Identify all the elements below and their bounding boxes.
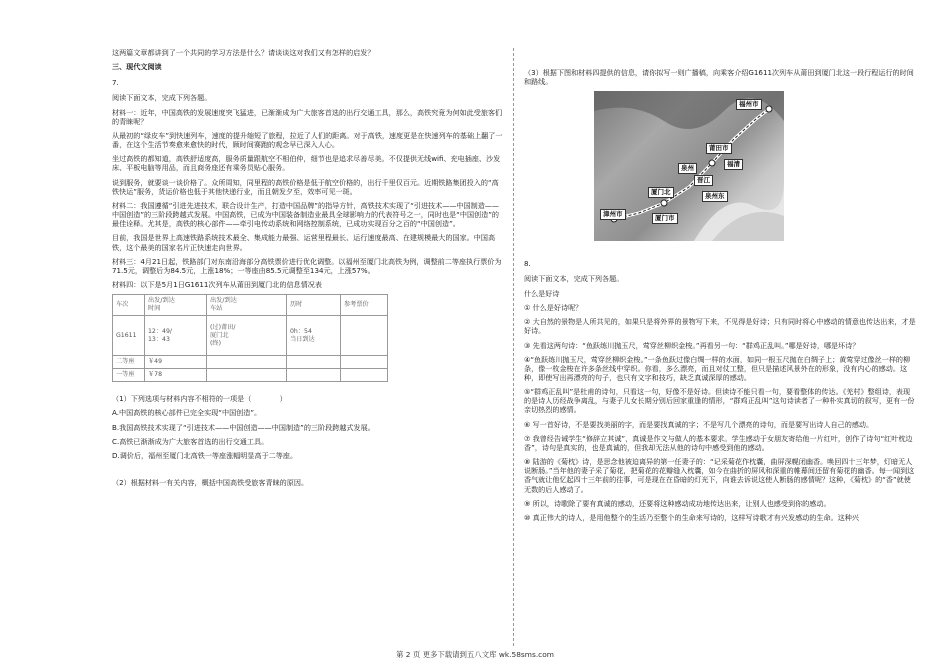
seat-class-cell: 二等座 bbox=[113, 356, 145, 369]
material-paragraph: 材料三：4月21日起，铁路部门对东南沿海部分高铁票价进行优化调整。以福州至厦门北高铁为例，调整前二等座执行票价为71.5元，调整后为84.5元，上涨18%；一等座由85.5元调整至134元，上涨57%。 bbox=[112, 256, 502, 275]
empty-cell bbox=[287, 356, 341, 369]
material-paragraph: 从最初的“绿皮车”到快速列车，速度的提升缩短了旅程，拉近了人们的距离。对于高铁，速度更是在快速列车的基础上翻了一番，在这个生活节奏愈来愈快的时代，顾时间赛跑的观念早已深入人心。 bbox=[112, 131, 503, 150]
option-a: A.中国高铁的核心部件已完全实现“中国创造”。 bbox=[112, 408, 262, 418]
option-d: D.调价后，福州至厦门北高铁一等座涨幅明显高于二等座。 bbox=[112, 451, 298, 461]
option-b: B.我国高铁技术实现了“引进技术——中国创造——中国制造”的三阶段跨越式发展。 bbox=[112, 422, 375, 432]
article-paragraph: ⑧ 陆游的《菊枕》诗，是思念他被迫离异的第一任妻子的：“记采菊花作枕囊，曲屏深幌闭幽香。唤回四十三年梦，灯暗无人说断肠。”当年他的妻子采了菊花，把菊花的花瓣缝入枕囊，如今在曲折的屏风和深重的帷幕间还留有菊花的幽香。每一闻到这香气就让他忆起四十三年前的往事，可是现在在昏暗的灯光下，向谁去诉说这使人断肠的感情呢？这种，《菊枕》的“香”就使无数的后人感动了。 bbox=[524, 457, 915, 494]
question-7-instruction: 阅读下面文本，完成下列各题。 bbox=[112, 93, 212, 103]
map-label-xiamen: 厦门市 bbox=[652, 213, 678, 223]
map-label-putian: 莆田市 bbox=[706, 143, 732, 153]
article-title: 什么是好诗 bbox=[524, 288, 560, 298]
empty-cell bbox=[341, 369, 388, 382]
article-paragraph: ⑦ 我曾经告诫学生“修辞立其诚”，真诚是作文与做人的基本要求。学生感动于女朋友寄给他一片红叶，创作了诗句“红叶枕边香”，诗句是真实的，也是真诚的，但我却无法从他的诗句中感受到他的感动。 bbox=[524, 433, 913, 453]
material-paragraph: 目前，我国是世界上高速铁路系统技术最全、集成能力最强、运营里程最长、运行速度最高、在建规模最大的国家。中国高铁，这个最美的国家名片正快速走向世界。 bbox=[112, 233, 496, 252]
table-header: 参考票价 bbox=[341, 295, 388, 316]
map-label-quanzhou: 泉州 bbox=[678, 163, 697, 173]
material-paragraph: 材料四：以下是5月1日G1611次列车从莆田到厦门北的信息情况表 bbox=[112, 280, 322, 290]
table-header: 历时 bbox=[287, 295, 341, 316]
map-label-fuqing: 福清 bbox=[724, 159, 743, 169]
time-cell: 12：49/ 13：43 bbox=[145, 316, 207, 356]
option-c: C.高铁已渐渐成为广大旅客首选的出行交通工具。 bbox=[112, 436, 269, 446]
empty-cell bbox=[207, 356, 287, 369]
table-header: 车次 bbox=[113, 295, 145, 316]
station-cell: (过)莆田/ 厦门北 (终) bbox=[207, 316, 287, 356]
table-row bbox=[113, 356, 388, 369]
train-info-table bbox=[112, 294, 388, 382]
question-8-number: 8. bbox=[524, 259, 531, 269]
empty-cell bbox=[341, 356, 388, 369]
table-row bbox=[113, 369, 388, 382]
railway-map-image bbox=[594, 91, 784, 241]
map-label-jinjiang: 晋江 bbox=[694, 175, 713, 185]
article-paragraph: ⑩ 真正伟大的诗人，是用他整个的生活乃至整个的生命来写诗的，这样写诗歌才有兴发感动的生命。这种兴 bbox=[524, 513, 859, 523]
empty-cell bbox=[207, 369, 287, 382]
sub-question-1: （1）下列选项与材料内容不相符的一项是（ ） bbox=[112, 394, 287, 404]
material-paragraph: 材料二：我国遵循“引进先进技术，联合设计生产，打造中国品牌”的指导方针，高铁技术实现了“引进技术——中国制造——中国创造”的三阶段跨越式发展。中国高铁，已成为中国装备制造业最具全球影响力的代表符号之一，同时也是“中国创造”的最佳诠释。尤其是，高铁的核心部件——牵引电传动系统和网络控制系统，已成功实现百分之百的“中国创造”。 bbox=[112, 201, 499, 229]
map-label-quanzhoudong: 泉州东 bbox=[702, 191, 728, 201]
intro-question: 这两篇文章都讲到了一个共同的学习方法是什么？请谈谈这对我们又有怎样的启发？ bbox=[112, 48, 375, 57]
section-title: 三、现代文阅读 bbox=[112, 62, 162, 72]
question-7-number: 7. bbox=[112, 78, 119, 88]
article-paragraph: ② 大自然的景物是人所共见的，如果只是将外界的景物写下来，不见得是好诗；只有同时将心中感动的情意也传达出来，才是好诗。 bbox=[524, 317, 916, 336]
article-paragraph: ① 什么是好诗呢？ bbox=[524, 302, 583, 312]
left-column bbox=[112, 48, 504, 493]
sub-question-2: （2）根据材料一有关内容，概括中国高铁受旅客青睐的原因。 bbox=[112, 478, 309, 488]
column-divider bbox=[513, 48, 514, 646]
article-paragraph: ⑨ 所以，诗歌除了要有真诚的感动，还要将这种感动成功地传达出来，让别人也感受到你的感动。 bbox=[524, 498, 831, 508]
duration-cell: 0h：54 当日到达 bbox=[287, 316, 341, 356]
map-label-xiamenbei: 厦门北 bbox=[648, 187, 674, 197]
question-8-instruction: 阅读下面文本，完成下列各题。 bbox=[524, 274, 624, 284]
right-column bbox=[524, 48, 916, 527]
seat-price-cell: ￥78 bbox=[145, 369, 207, 382]
empty-cell bbox=[287, 369, 341, 382]
seat-price-cell: ￥49 bbox=[145, 356, 207, 369]
article-paragraph: ④“鱼跃练川抛玉尺，莺穿丝柳织金梭。”一条鱼跃过像白绸一样的水面，如同一根玉尺抛在白绸子上；黄莺穿过像丝一样的柳条，像一枚金梭在许多条丝线中穿织。你看，多么漂亮，而且对仗工整，但只是描述风景外在的形象，没有内心的感动。这种，即使写出再漂亮的句子，也只有文字和技巧，缺乏真诚深厚的感动。 bbox=[524, 354, 911, 382]
page-footer: 第 2 页 更多下载请到五八文库 wk.58sms.com bbox=[396, 650, 554, 659]
material-paragraph: 材料一：近年，中国高铁的发展速度突飞猛进，已渐渐成为广大旅客首选的出行交通工具，那么，高铁究竟为何如此受旅客们的青睐呢？ bbox=[112, 107, 503, 126]
map-label-zhangzhou: 漳州市 bbox=[600, 209, 626, 219]
table-row bbox=[113, 316, 388, 356]
article-paragraph: ⑥ 写一首好诗，不是要找美丽的字，而是要找真诚的字；不是写几个漂亮的诗句，而是要写出诗人自己的感动。 bbox=[524, 419, 874, 429]
material-paragraph: 坐过高铁的都知道，高铁舒适度高，服务质量跟航空不相伯仲，细节也是追求尽善尽美。不仅提供无线wifi、充电插座、沙发床、平板电脑等用品，而且商务座还有乘务员贴心服务。 bbox=[112, 154, 501, 173]
price-empty-cell bbox=[341, 316, 388, 356]
table-header: 出发/到达 车站 bbox=[207, 295, 287, 316]
article-paragraph: ⑤“群鸡正乱叫”是杜甫的诗句，只看这一句，好像不是好诗。但读诗不能只看一句，要看整体的传达。《羌村》整组诗，表现的是诗人历经战争离乱，与妻子儿女长期分别后回家重逢的情形，“群鸡正乱叫”这句诗读者了一种朴实真切的叙写，更有一份亲切热烈的感情。 bbox=[524, 387, 915, 415]
table-header: 出发/到达 时间 bbox=[145, 295, 207, 316]
article-paragraph: ③ 先看这两句诗：“鱼跃练川抛玉尺，莺穿丝柳织金梭。”再看另一句：“群鸡正乱叫。”哪是好诗，哪是坏诗？ bbox=[524, 340, 860, 350]
sub-question-3: （3）根据下图和材料四提供的信息，请你拟写一则广播稿，向乘客介绍G1611次列车从莆田到厦门北这一段行程运行的时间和路线。 bbox=[524, 68, 914, 87]
train-number-cell: G1611 bbox=[113, 316, 145, 356]
material-paragraph: 说到服务，就要谈一谈价格了。众所周知，同里程的高铁价格是低于航空价格的，出行千里仅百元。近期铁路集团投入的“高铁快运”服务，货运价格也低于其他快递行业，而且朝发夕至，效率可见一斑。 bbox=[112, 177, 499, 196]
table-header-row bbox=[113, 295, 388, 316]
seat-class-cell: 一等座 bbox=[113, 369, 145, 382]
map-label-fuzhou: 福州市 bbox=[736, 99, 762, 109]
